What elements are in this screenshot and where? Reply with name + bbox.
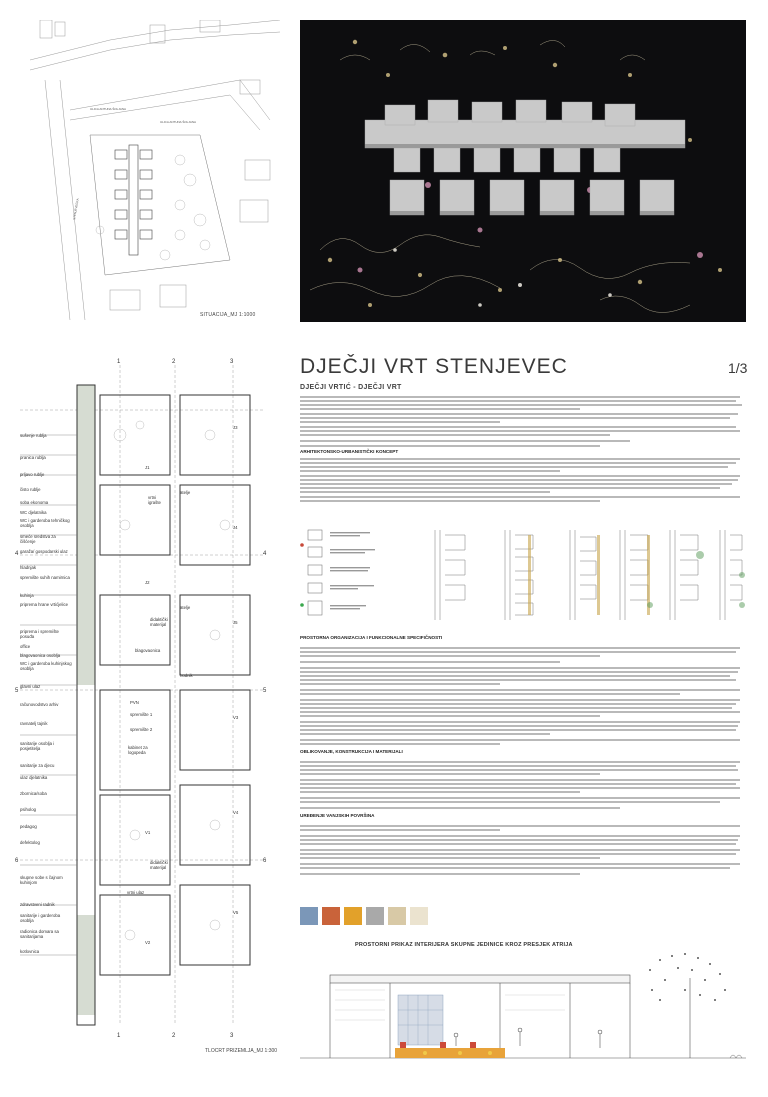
room-label-29: sanitarije i garderoba osoblja (20, 913, 61, 923)
floor-plan-caption: TLOCRT PRIZEMLJA_MJ 1:300 (205, 1048, 278, 1054)
axis-label-6-right: 6 (263, 858, 267, 864)
room-label-12: priprema hrane vrtićjelice (20, 602, 69, 607)
site-plan (30, 20, 280, 320)
axis-label-2-top: 2 (172, 359, 176, 365)
axis-label-6-left: 6 (15, 858, 19, 864)
room-label-28: zdravstveni radnik (20, 902, 55, 907)
material-swatch-gray (366, 907, 384, 925)
room-label-0: sušenje rublja (20, 433, 47, 438)
intro-text-block (300, 396, 746, 506)
room-label-15: blagovaonica osoblja (20, 653, 61, 658)
organization-text-block (300, 635, 746, 900)
room-label-11: kuhinja (20, 593, 34, 598)
axis-label-5-right: 5 (263, 688, 267, 694)
axis-label-3-bottom: 3 (230, 1033, 234, 1039)
inner-label-0: J1 (145, 465, 150, 470)
material-swatch-terracotta (322, 907, 340, 925)
room-label-7: smeće sredstva za čišćenje (20, 534, 56, 544)
inner-label-6: blagovaonica (135, 648, 161, 653)
inner-label-18: V4 (233, 810, 239, 815)
axis-label-2-bottom: 2 (172, 1033, 176, 1039)
room-label-9: hladnjak (20, 565, 37, 570)
inner-label-11: PVN (130, 700, 139, 705)
material-swatch-wood (388, 907, 406, 925)
street-label-2: ULICA ANTUNA ŠOLJANA (160, 120, 197, 124)
inner-label-17: V3 (233, 715, 239, 720)
page-subtitle: DJEČJI VRTIĆ - DJEČJI VRT (300, 384, 402, 391)
room-label-17: glavni ulaz (20, 684, 41, 689)
inner-label-2: atelje (180, 490, 191, 495)
heading-design: OBLIKOVANJE, KONSTRUKCIJA I MATERIJALI (300, 749, 403, 754)
axis-label-5-left: 5 (15, 688, 19, 694)
room-label-19: ravnatelj tajnik (20, 721, 48, 726)
inner-label-3: J2 (145, 580, 150, 585)
room-label-26: defektolog (20, 840, 40, 845)
heading-concept: ARHITEKTONSKO-URBANISTIČKI KONCEPT (300, 449, 399, 454)
concept-sketches (300, 525, 746, 630)
page-title: DJEČJI VRT STENJEVEC (300, 355, 568, 378)
inner-label-4: atelje (180, 605, 191, 610)
room-label-22: ulaz djelatnika (20, 775, 48, 780)
site-plan-drawing (30, 20, 280, 320)
inner-label-8: J4 (233, 525, 238, 530)
room-label-2: prljavo rublje (20, 472, 45, 477)
room-label-27: skupne sobe s čajnom kuhinjom (20, 875, 63, 885)
inner-label-9: J5 (233, 620, 238, 625)
inner-label-7: J3 (233, 425, 238, 430)
room-label-14: office (20, 644, 31, 649)
axis-label-1-bottom: 1 (117, 1033, 121, 1039)
room-label-13: priprema i spremište posuđa (20, 629, 59, 639)
room-label-31: kotlovnica (20, 949, 40, 954)
room-label-24: psiholog (20, 807, 37, 812)
inner-label-12: spremište 1 (130, 712, 153, 717)
heading-organization: PROSTORNA ORGANIZACIJA I FUNKCIONALNE SPECIFIČNOSTI (300, 635, 443, 640)
material-swatch-blue (300, 907, 318, 925)
page-number: 1/3 (728, 360, 748, 376)
inner-label-5: didaktički materijal (150, 617, 168, 627)
inner-label-16: V2 (145, 940, 151, 945)
room-label-8: garaža/ gospodarski ulaz (20, 549, 68, 554)
concept-diagrams (300, 525, 746, 630)
axis-label-3-top: 3 (230, 359, 234, 365)
room-label-18: računovodstvo arhiv (20, 702, 59, 707)
room-label-4: soba ekonoma (20, 500, 49, 505)
model-photo (300, 20, 746, 322)
inner-label-20: didaktički materijal (150, 860, 168, 870)
room-label-23: zbornica/soba (20, 791, 47, 796)
material-swatch-cream (410, 907, 428, 925)
room-label-6: WC i garderoba tehničkog osoblja (20, 518, 70, 528)
inner-label-15: V1 (145, 830, 151, 835)
model-photo-image (300, 20, 746, 322)
axis-label-4-left: 4 (15, 551, 19, 557)
atrium-section (300, 950, 746, 1070)
axis-label-1-top: 1 (117, 359, 121, 365)
street-label-3: STENJEVEČKA (72, 198, 80, 221)
room-label-16: WC i garderoba kuhinjskog osoblja (20, 661, 72, 671)
material-swatch-ochre (344, 907, 362, 925)
street-label-1: ULICA ANTUNA ŠOLJANA (90, 107, 127, 111)
room-label-5: WC djelatnika (20, 510, 47, 515)
room-label-1: pranica rublja (20, 455, 46, 460)
room-label-20: sanitarije osoblja i posjetitelja (20, 741, 55, 751)
room-label-10: spremište suhih namirnica (20, 575, 70, 580)
inner-label-13: spremište 2 (130, 727, 153, 732)
room-label-3: čisto rublje (20, 487, 41, 492)
axis-label-4-right: 4 (263, 551, 267, 557)
inner-label-19: V5 (233, 910, 239, 915)
section-drawing (300, 950, 746, 1070)
inner-label-21: vrtni ulaz (127, 890, 145, 895)
room-label-25: pedagog (20, 824, 37, 829)
heading-outdoor: UREĐENJE VANJSKIH POVRŠINA (300, 813, 375, 818)
room-label-21: sanitarije za djecu (20, 763, 55, 768)
room-label-30: radionica domara sa sanitarijama (20, 929, 59, 939)
floor-plan (15, 355, 270, 1045)
site-plan-caption: SITUACIJA_MJ 1:1000 (200, 312, 256, 318)
inner-label-10: hodnik (180, 673, 193, 678)
floor-plan-drawing (15, 355, 270, 1045)
section-title: PROSTORNI PRIKAZ INTERIJERA SKUPNE JEDINICE KROZ PRESJEK ATRIJA (355, 942, 573, 948)
inner-label-14: kabinet za logopeda (128, 745, 148, 755)
inner-label-1: vrtni igrašte (148, 495, 161, 505)
